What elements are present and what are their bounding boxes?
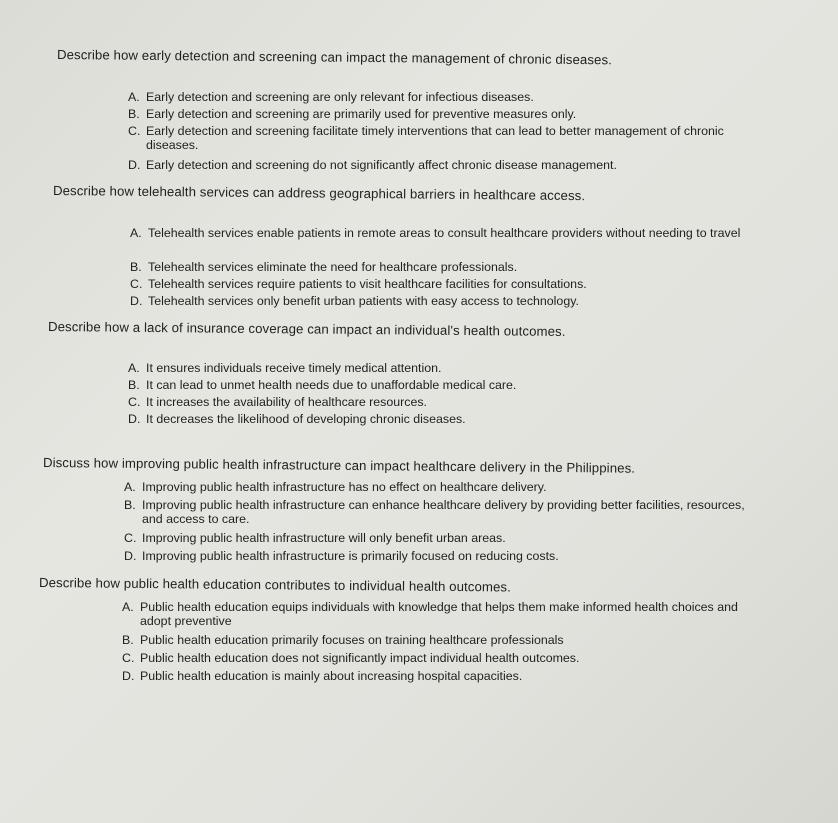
question-5-option-d[interactable]: [122, 669, 762, 683]
option-letter: A.: [124, 480, 136, 494]
question-1-prompt: Describe how early detection and screening can impact the management of chronic diseases.: [56, 47, 613, 68]
question-2-option-c[interactable]: [130, 277, 770, 291]
option-letter: B.: [130, 260, 142, 274]
question-1-option-d[interactable]: [128, 158, 768, 172]
option-letter: C.: [128, 124, 141, 138]
option-letter: C.: [122, 651, 135, 665]
option-text: It increases the availability of healthcare resources.: [146, 395, 427, 409]
option-letter: C.: [130, 277, 143, 291]
question-2-option-d[interactable]: [130, 294, 770, 308]
option-letter: C.: [124, 531, 137, 545]
option-text: Public health education primarily focuses on training healthcare professionals: [140, 633, 564, 647]
option-text: Improving public health infrastructure will only benefit urban areas.: [142, 531, 506, 545]
option-text: It can lead to unmet health needs due to unaffordable medical care.: [146, 378, 517, 392]
option-letter: B.: [124, 498, 136, 512]
question-3-option-d[interactable]: [128, 412, 768, 426]
question-5-option-a[interactable]: [122, 600, 762, 628]
question-2-prompt: Describe how telehealth services can address geographical barriers in healthcare access.: [52, 183, 586, 204]
option-letter: A.: [128, 361, 140, 375]
option-text: Telehealth services eliminate the need for healthcare professionals.: [148, 260, 518, 274]
option-text: Early detection and screening are primarily used for preventive measures only.: [146, 107, 577, 121]
option-text: Telehealth services enable patients in remote areas to consult healthcare providers without needing to travel: [148, 226, 741, 240]
option-letter: A.: [130, 226, 142, 240]
option-text: Public health education is mainly about increasing hospital capacities.: [140, 669, 523, 683]
option-text: Telehealth services require patients to visit healthcare facilities for consultations.: [148, 277, 587, 291]
option-text: Early detection and screening do not significantly affect chronic disease management.: [146, 158, 617, 172]
option-text: It decreases the likelihood of developing chronic diseases.: [146, 412, 466, 426]
question-2-option-a[interactable]: [130, 226, 770, 240]
option-text: Telehealth services only benefit urban patients with easy access to technology.: [148, 294, 579, 308]
option-letter: D.: [128, 412, 141, 426]
option-letter: B.: [122, 633, 134, 647]
question-2-option-b[interactable]: [130, 260, 770, 274]
question-4-option-a[interactable]: [124, 480, 764, 494]
option-text: Public health education does not significantly impact individual health outcomes.: [140, 651, 580, 665]
question-3-option-a[interactable]: [128, 361, 768, 375]
option-text: Improving public health infrastructure can enhance healthcare delivery by providing better facilities, resources, and access to care.: [142, 498, 745, 526]
option-text: Early detection and screening are only relevant for infectious diseases.: [146, 90, 534, 104]
question-4-option-d[interactable]: [124, 549, 764, 563]
option-letter: B.: [128, 107, 140, 121]
option-text: Public health education equips individuals with knowledge that helps them make informed health choices and adopt preventive: [140, 600, 738, 628]
question-3-prompt: Describe how a lack of insurance coverage can impact an individual's health outcomes.: [47, 319, 566, 339]
question-4-option-c[interactable]: [124, 531, 764, 545]
question-1-option-c[interactable]: [128, 124, 768, 152]
option-text: Early detection and screening facilitate timely interventions that can lead to better management of chronic diseases.: [146, 124, 724, 152]
option-letter: D.: [128, 158, 141, 172]
question-4-option-b[interactable]: [124, 498, 764, 526]
question-4-prompt: Discuss how improving public health infrastructure can impact healthcare delivery in the Philippines.: [42, 455, 636, 476]
question-5-prompt: Describe how public health education contributes to individual health outcomes.: [38, 575, 512, 595]
option-text: It ensures individuals receive timely medical attention.: [146, 361, 442, 375]
option-letter: D.: [124, 549, 137, 563]
question-5-option-c[interactable]: [122, 651, 762, 665]
question-3-option-b[interactable]: [128, 378, 768, 392]
option-letter: B.: [128, 378, 140, 392]
question-3-option-c[interactable]: [128, 395, 768, 409]
option-text: Improving public health infrastructure is primarily focused on reducing costs.: [142, 549, 559, 563]
option-text: Improving public health infrastructure has no effect on healthcare delivery.: [142, 480, 547, 494]
option-letter: A.: [128, 90, 140, 104]
question-1-option-b[interactable]: [128, 107, 768, 121]
option-letter: A.: [122, 600, 134, 614]
question-5-option-b[interactable]: [122, 633, 762, 647]
option-letter: C.: [128, 395, 141, 409]
question-1-option-a[interactable]: [128, 90, 768, 104]
option-letter: D.: [130, 294, 143, 308]
option-letter: D.: [122, 669, 135, 683]
